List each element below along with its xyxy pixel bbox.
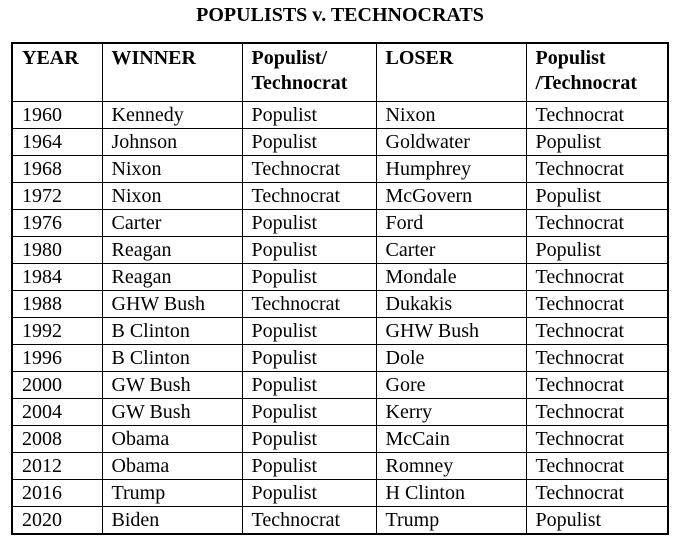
table-body	[12, 102, 668, 535]
year-cell: 1988	[12, 291, 102, 318]
year-cell: 1980	[12, 237, 102, 264]
table-row	[12, 183, 668, 210]
election-table	[11, 42, 669, 535]
table-row	[12, 237, 668, 264]
year-cell: 1964	[12, 129, 102, 156]
year-cell: 2008	[12, 426, 102, 453]
winner-cell: GW Bush	[102, 399, 242, 426]
winner-type-cell: Populist	[242, 237, 376, 264]
loser-cell: Carter	[376, 237, 526, 264]
year-cell: 2000	[12, 372, 102, 399]
table-row	[12, 318, 668, 345]
year-cell: 1968	[12, 156, 102, 183]
loser-cell: Dole	[376, 345, 526, 372]
loser-cell: GHW Bush	[376, 318, 526, 345]
loser-cell: Dukakis	[376, 291, 526, 318]
winner-cell: GW Bush	[102, 372, 242, 399]
winner-cell: Biden	[102, 507, 242, 535]
page-title: POPULISTS v. TECHNOCRATS	[196, 4, 484, 26]
table-row	[12, 507, 668, 535]
loser-type-cell: Technocrat	[526, 345, 668, 372]
table-row	[12, 453, 668, 480]
table-row	[12, 426, 668, 453]
loser-cell: Gore	[376, 372, 526, 399]
winner-type-cell: Populist	[242, 102, 376, 129]
table-row	[12, 372, 668, 399]
loser-type-cell: Technocrat	[526, 399, 668, 426]
loser-type-cell: Technocrat	[526, 102, 668, 129]
loser-type-cell: Technocrat	[526, 156, 668, 183]
winner-type-cell: Technocrat	[242, 507, 376, 535]
loser-type-cell: Technocrat	[526, 264, 668, 291]
loser-cell: Mondale	[376, 264, 526, 291]
table-row	[12, 129, 668, 156]
loser-cell: H Clinton	[376, 480, 526, 507]
winner-type-cell: Populist	[242, 453, 376, 480]
loser-type-cell: Technocrat	[526, 426, 668, 453]
winner-type-cell: Populist	[242, 345, 376, 372]
year-cell: 1960	[12, 102, 102, 129]
loser-type-cell: Technocrat	[526, 480, 668, 507]
winner-type-cell: Technocrat	[242, 183, 376, 210]
column-header-loser: LOSER	[376, 43, 526, 102]
column-header-winner: WINNER	[102, 43, 242, 102]
winner-cell: Trump	[102, 480, 242, 507]
year-cell: 2012	[12, 453, 102, 480]
year-cell: 1996	[12, 345, 102, 372]
loser-cell: Ford	[376, 210, 526, 237]
loser-type-cell: Populist	[526, 129, 668, 156]
winner-type-cell: Populist	[242, 264, 376, 291]
winner-type-cell: Populist	[242, 480, 376, 507]
winner-cell: Reagan	[102, 264, 242, 291]
winner-cell: B Clinton	[102, 345, 242, 372]
loser-type-cell: Technocrat	[526, 318, 668, 345]
column-header-loser-type	[526, 43, 668, 102]
loser-type-cell: Populist	[526, 183, 668, 210]
loser-cell: Kerry	[376, 399, 526, 426]
winner-cell: Kennedy	[102, 102, 242, 129]
table-row	[12, 264, 668, 291]
year-cell: 1992	[12, 318, 102, 345]
table-row	[12, 480, 668, 507]
table-row	[12, 156, 668, 183]
table-row	[12, 102, 668, 129]
winner-cell: Carter	[102, 210, 242, 237]
loser-cell: Romney	[376, 453, 526, 480]
table-row	[12, 399, 668, 426]
winner-cell: Obama	[102, 453, 242, 480]
loser-type-cell: Technocrat	[526, 453, 668, 480]
header-label-loser-type: Populist /Technocrat	[535, 47, 637, 94]
winner-cell: B Clinton	[102, 318, 242, 345]
winner-type-cell: Technocrat	[242, 291, 376, 318]
winner-cell: Obama	[102, 426, 242, 453]
year-cell: 1972	[12, 183, 102, 210]
winner-cell: Nixon	[102, 183, 242, 210]
winner-cell: Nixon	[102, 156, 242, 183]
loser-cell: Trump	[376, 507, 526, 535]
loser-type-cell: Technocrat	[526, 210, 668, 237]
table-row	[12, 210, 668, 237]
winner-type-cell: Populist	[242, 129, 376, 156]
loser-cell: McGovern	[376, 183, 526, 210]
column-header-year: YEAR	[12, 43, 102, 102]
year-cell: 1976	[12, 210, 102, 237]
winner-type-cell: Populist	[242, 372, 376, 399]
column-header-winner-type	[242, 43, 376, 102]
winner-type-cell: Populist	[242, 399, 376, 426]
loser-type-cell: Populist	[526, 507, 668, 535]
loser-cell: Nixon	[376, 102, 526, 129]
year-cell: 2016	[12, 480, 102, 507]
winner-type-cell: Populist	[242, 210, 376, 237]
loser-cell: McCain	[376, 426, 526, 453]
table-row	[12, 345, 668, 372]
year-cell: 1984	[12, 264, 102, 291]
winner-cell: GHW Bush	[102, 291, 242, 318]
header-row	[12, 43, 668, 102]
loser-type-cell: Technocrat	[526, 291, 668, 318]
table-row	[12, 291, 668, 318]
winner-cell: Johnson	[102, 129, 242, 156]
loser-cell: Humphrey	[376, 156, 526, 183]
winner-type-cell: Populist	[242, 426, 376, 453]
year-cell: 2020	[12, 507, 102, 535]
loser-type-cell: Populist	[526, 237, 668, 264]
loser-type-cell: Technocrat	[526, 372, 668, 399]
winner-cell: Reagan	[102, 237, 242, 264]
header-label-winner-type: Populist/ Technocrat	[251, 47, 348, 94]
winner-type-cell: Populist	[242, 318, 376, 345]
winner-type-cell: Technocrat	[242, 156, 376, 183]
year-cell: 2004	[12, 399, 102, 426]
loser-cell: Goldwater	[376, 129, 526, 156]
